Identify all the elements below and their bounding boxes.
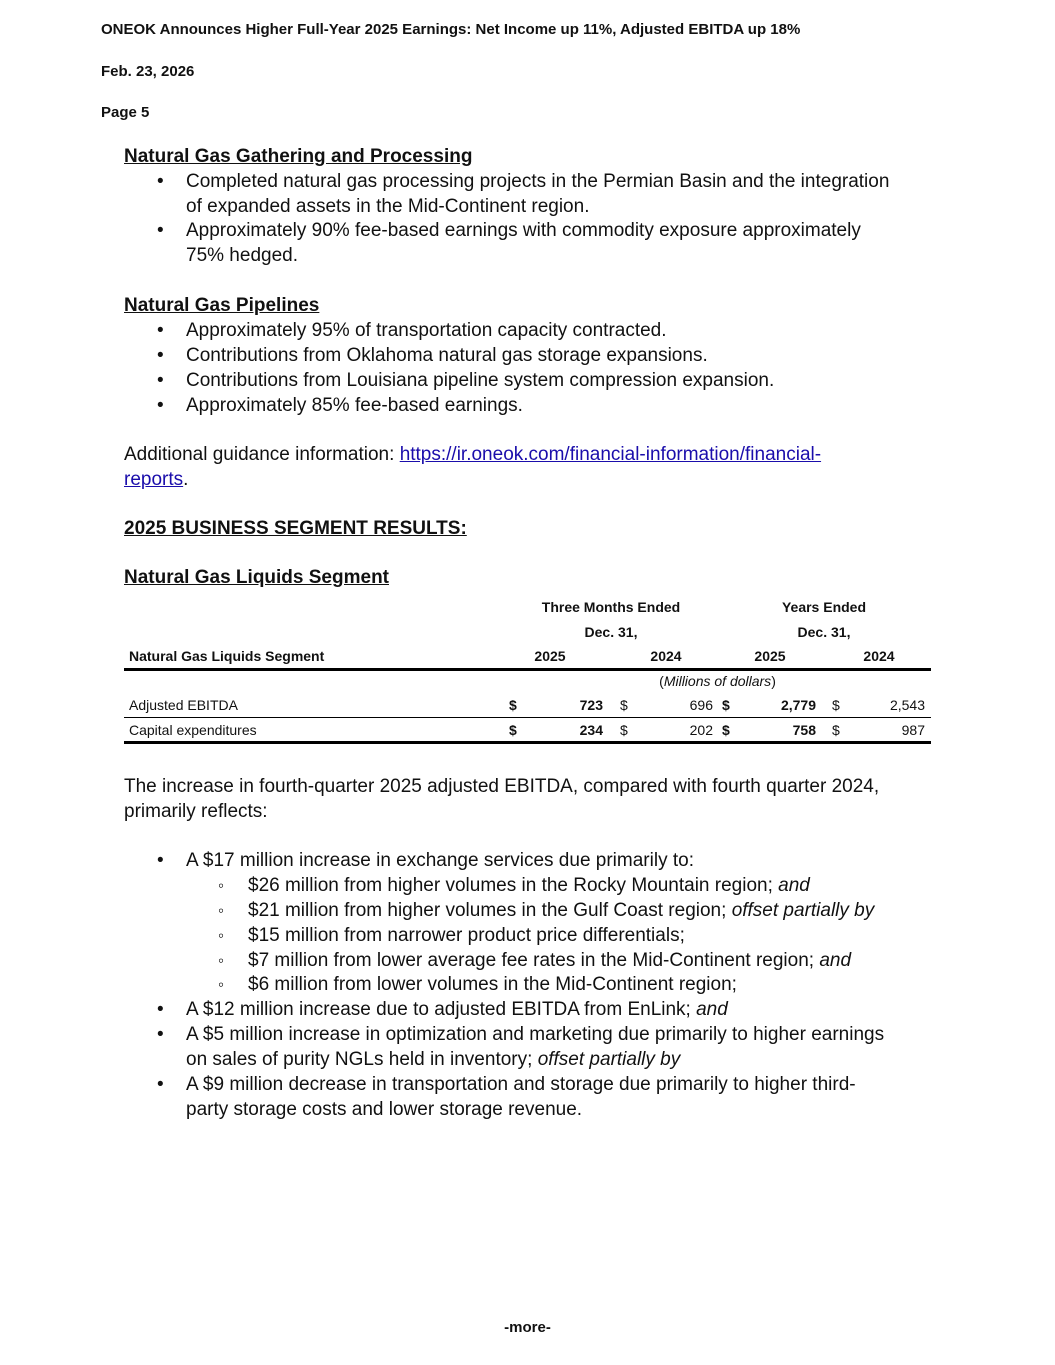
table-units-note: (Millions of dollars) (659, 673, 776, 689)
bullet-dot: • (157, 1074, 164, 1095)
ngl-sub-bullet-5: $6 million from lower volumes in the Mid-Continent region; (248, 974, 737, 995)
sub-bullet-circle: ◦ (218, 975, 225, 994)
table-row-rule (124, 717, 931, 718)
table-year-col-4: 2024 (863, 648, 895, 664)
sub-bullet-circle: ◦ (218, 876, 225, 895)
sub-bullet-circle: ◦ (218, 951, 225, 970)
ngl-bullet-enlink: A $12 million increase due to adjusted EBITDA from EnLink; and (186, 999, 728, 1020)
table-year-col-1: 2025 (534, 648, 566, 664)
bullet-dot: • (157, 850, 164, 871)
currency-symbol: $ (832, 722, 840, 738)
bullet-dot: • (157, 220, 164, 241)
ngl-bullet-optimization: A $5 million increase in optimization and marketing due primarily to higher earnings on sales of purity NGLs held in inventory; offset partially by (186, 1024, 885, 1070)
gathering-bullet-2: Approximately 90% fee-based earnings with commodity exposure approximately 75% hedged. (186, 220, 861, 266)
ngl-sub-bullet-3: $15 million from narrower product price differentials; (248, 925, 685, 946)
guidance-link-continued[interactable]: reports (124, 468, 184, 490)
bullet-dot: • (157, 171, 164, 192)
currency-symbol: $ (832, 697, 840, 713)
document-date: Feb. 23, 2026 (101, 63, 195, 80)
bullet-dot: • (157, 999, 164, 1020)
pipelines-bullet-3: Contributions from Louisiana pipeline system compression expansion. (186, 370, 775, 391)
ngl-bullet-exchange-services: A $17 million increase in exchange services due primarily to: (186, 850, 694, 871)
table-year-col-3: 2025 (754, 648, 786, 664)
bullet-dot: • (157, 395, 164, 416)
gathering-bullet-1: Completed natural gas processing projects in the Permian Basin and the integration of expanded assets in the Mid-Continent region. (186, 171, 890, 217)
table-cell: 234 (579, 722, 603, 738)
ngl-sub-bullet-4: $7 million from lower average fee rates in the Mid-Continent region; and (248, 950, 852, 971)
table-bottom-rule (124, 741, 931, 744)
gathering-heading: Natural Gas Gathering and Processing (124, 146, 473, 167)
page-number: Page 5 (101, 104, 150, 121)
currency-symbol: $ (509, 722, 517, 738)
table-group-years: Years Ended (781, 599, 867, 615)
table-group-three-months: Three Months Ended (541, 599, 681, 615)
bullet-dot: • (157, 320, 164, 341)
table-cell: 696 (689, 697, 713, 713)
bullet-dot: • (157, 370, 164, 391)
pipelines-bullet-1: Approximately 95% of transportation capacity contracted. (186, 320, 667, 341)
table-row-header: Natural Gas Liquids Segment (129, 648, 325, 664)
table-row-label-adjusted-ebitda: Adjusted EBITDA (129, 697, 238, 713)
table-cell: 723 (579, 697, 603, 713)
sub-bullet-circle: ◦ (218, 926, 225, 945)
document-title: ONEOK Announces Higher Full-Year 2025 Earnings: Net Income up 11%, Adjusted EBITDA up 18% (101, 21, 801, 38)
ngl-heading: Natural Gas Liquids Segment (124, 567, 389, 588)
ngl-intro-paragraph: The increase in fourth-quarter 2025 adjusted EBITDA, compared with fourth quarter 2024, primarily reflects: (124, 776, 880, 822)
table-cell: 2,779 (780, 697, 816, 713)
guidance-paragraph: Additional guidance information: https://ir.oneok.com/financial-information/financial- reports. (124, 444, 822, 490)
currency-symbol: $ (722, 722, 730, 738)
table-sub-years: Dec. 31, (797, 624, 851, 640)
ngl-bullet-transportation: A $9 million decrease in transportation and storage due primarily to higher third- party storage costs and lower storage revenue. (186, 1074, 856, 1120)
results-heading: 2025 BUSINESS SEGMENT RESULTS: (124, 518, 467, 539)
pipelines-bullet-2: Contributions from Oklahoma natural gas storage expansions. (186, 345, 708, 366)
table-cell: 2,543 (889, 697, 925, 713)
currency-symbol: $ (722, 697, 730, 713)
pipelines-bullet-4: Approximately 85% fee-based earnings. (186, 395, 523, 416)
pipelines-heading: Natural Gas Pipelines (124, 295, 320, 316)
currency-symbol: $ (620, 722, 628, 738)
table-year-col-2: 2024 (650, 648, 682, 664)
table-row-label-capex: Capital expenditures (129, 722, 257, 738)
table-sub-three-months: Dec. 31, (584, 624, 638, 640)
page-footer-more: -more- (504, 1319, 551, 1336)
currency-symbol: $ (620, 697, 628, 713)
sub-bullet-circle: ◦ (218, 901, 225, 920)
table-cell: 202 (689, 722, 713, 738)
currency-symbol: $ (509, 697, 517, 713)
bullet-dot: • (157, 1024, 164, 1045)
bullet-dot: • (157, 345, 164, 366)
table-cell: 987 (901, 722, 925, 738)
ngl-sub-bullet-1: $26 million from higher volumes in the Rocky Mountain region; and (248, 875, 810, 896)
guidance-link[interactable]: https://ir.oneok.com/financial-information/financial- (399, 444, 822, 465)
ngl-sub-bullet-2: $21 million from higher volumes in the Gulf Coast region; offset partially by (248, 900, 875, 921)
table-cell: 758 (792, 722, 816, 738)
